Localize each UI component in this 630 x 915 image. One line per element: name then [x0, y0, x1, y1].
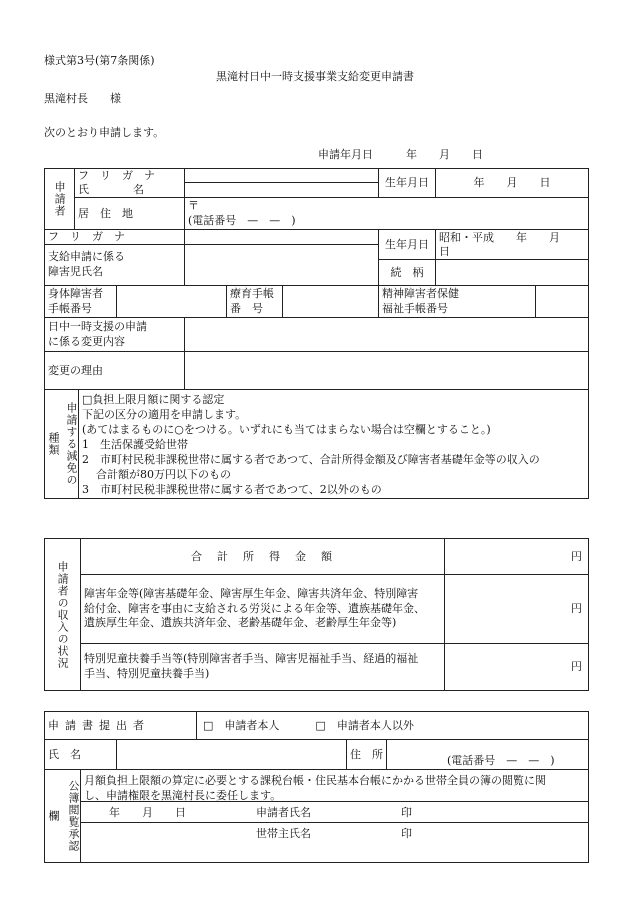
- submitter-option-other[interactable]: □ 申請者本人以外: [315, 718, 414, 732]
- consent-applicant-seal: 印: [401, 806, 412, 819]
- submitter-phone[interactable]: (電話番号 — — ): [387, 740, 589, 770]
- submitter-address-label: 住 所: [347, 740, 387, 770]
- child-dob-value[interactable]: 昭和・平成 年 月 日: [436, 230, 589, 260]
- physical-handbook-input[interactable]: [117, 286, 227, 318]
- consent-label-1: 欄: [47, 810, 60, 822]
- income-total-label: 合 計 所 得 金 額: [81, 539, 445, 575]
- consent-applicant-sign-label: 申請者氏名: [256, 806, 311, 819]
- submitter-name-label: 氏 名: [45, 740, 117, 770]
- mental-handbook-input[interactable]: [536, 286, 589, 318]
- income-table: [44, 538, 589, 691]
- reduction-item1[interactable]: 1 生活保護受給世帯: [82, 438, 188, 451]
- change-content-input[interactable]: [185, 318, 589, 352]
- change-reason-label: 変更の理由: [45, 352, 185, 390]
- reduction-checkbox-line[interactable]: □負担上限月額に関する認定: [82, 393, 225, 406]
- consent-date[interactable]: 年 月 日: [109, 806, 186, 819]
- reduction-item2-cont: 合計額が80万円以下のもの: [96, 468, 231, 481]
- child-furigana-label: フ リ ガ ナ: [45, 230, 185, 245]
- intro-text: 次のとおり申請します。: [44, 126, 165, 139]
- child-name-label: 支給申請に係る 障害児氏名: [45, 245, 185, 286]
- applicant-name-label: 氏 名: [75, 183, 185, 198]
- applicant-address-label: 居 住 地: [75, 198, 185, 230]
- submitter-name-input[interactable]: [117, 740, 347, 770]
- child-relation-label: 続 柄: [379, 260, 436, 286]
- reduction-item2[interactable]: 2 市町村民税非課税世帯に属する者であつて、合計所得金額及び障害者基礎年金等の収入の: [82, 453, 540, 466]
- child-dob-label: 生年月日: [379, 230, 436, 260]
- reduction-label-2: 申請する減免の: [60, 390, 79, 498]
- change-content-label: 日中一時支援の申請 に係る変更内容: [45, 318, 185, 352]
- applicant-dob-label: 生年月日: [379, 169, 436, 198]
- income-allowance-label: 特別児童扶養手当等(特別障害者手当、障害児福祉手当、経過的福祉 手当、特別児童扶養手当): [81, 644, 445, 691]
- application-date: 申請年月日 年 月 日: [318, 148, 483, 161]
- applicant-name-input[interactable]: [185, 183, 379, 198]
- reduction-section: [45, 390, 589, 499]
- applicant-postal-mark[interactable]: 〒: [185, 198, 589, 213]
- applicant-furigana-input[interactable]: [185, 169, 379, 183]
- applicant-table: [44, 168, 589, 499]
- change-reason-input[interactable]: [185, 352, 589, 390]
- income-allowance-yen[interactable]: 円: [445, 644, 589, 691]
- applicant-phone[interactable]: (電話番号 — — ): [185, 213, 589, 230]
- ryoiku-handbook-input[interactable]: [283, 286, 379, 318]
- mental-handbook-label: 精神障害者保健 福祉手帳番号: [379, 286, 536, 318]
- reduction-line3: (あてはまるものに○をつける。いずれにも当てはまらない場合は空欄とすること。): [82, 423, 491, 436]
- applicant-furigana-label: フ リ ガ ナ: [75, 169, 185, 183]
- reduction-line2: 下記の区分の適用を申請します。: [82, 408, 247, 421]
- consent-section: [45, 770, 589, 863]
- addressee: 黒滝村長 様: [44, 92, 121, 105]
- consent-label-2: 公簿閲覧承認: [60, 770, 81, 862]
- income-pension-yen[interactable]: 円: [445, 575, 589, 644]
- consent-text-1: 月額負担上限額の算定に必要とする課税台帳・住民基本台帳にかかる世帯全員の簿の閲覧に関: [84, 774, 546, 787]
- submitter-option-self[interactable]: □ 申請者本人: [203, 718, 280, 732]
- submitter-options[interactable]: [197, 712, 589, 740]
- reduction-label-1: 種類: [47, 432, 60, 456]
- ryoiku-handbook-label: 療育手帳 番 号: [227, 286, 283, 318]
- submitter-table: [44, 711, 589, 863]
- page-title: 黒滝村日中一時支援事業支給変更申請書: [216, 70, 414, 83]
- income-total-yen[interactable]: 円: [445, 539, 589, 575]
- child-relation-input[interactable]: [436, 260, 589, 286]
- consent-text-2: し、申請権限を黒滝村長に委任します。: [84, 789, 282, 802]
- submitter-label: 申請書提出者: [45, 712, 197, 740]
- physical-handbook-label: 身体障害者 手帳番号: [45, 286, 117, 318]
- form-number: 様式第3号(第7条関係): [44, 54, 155, 67]
- child-name-input[interactable]: [185, 245, 379, 286]
- consent-householder-sign-label: 世帯主氏名: [256, 827, 311, 840]
- consent-householder-seal: 印: [401, 827, 412, 840]
- income-label: 申請者の収入の状況: [45, 539, 81, 691]
- child-furigana-input[interactable]: [185, 230, 379, 245]
- applicant-dob-value[interactable]: 年 月 日: [436, 169, 589, 198]
- reduction-item3[interactable]: 3 市町村民税非課税世帯に属する者であつて、2以外のもの: [82, 483, 382, 496]
- applicant-section-label: 申請者: [45, 169, 75, 230]
- income-pension-label: 障害年金等(障害基礎年金、障害厚生年金、障害共済年金、特別障害 給付金、障害を事由に支給される労災による年金等、遺族基礎年金、 遺族厚生年金、遺族共済年金、老齢基礎年金、老齢厚生年金等): [81, 575, 445, 644]
